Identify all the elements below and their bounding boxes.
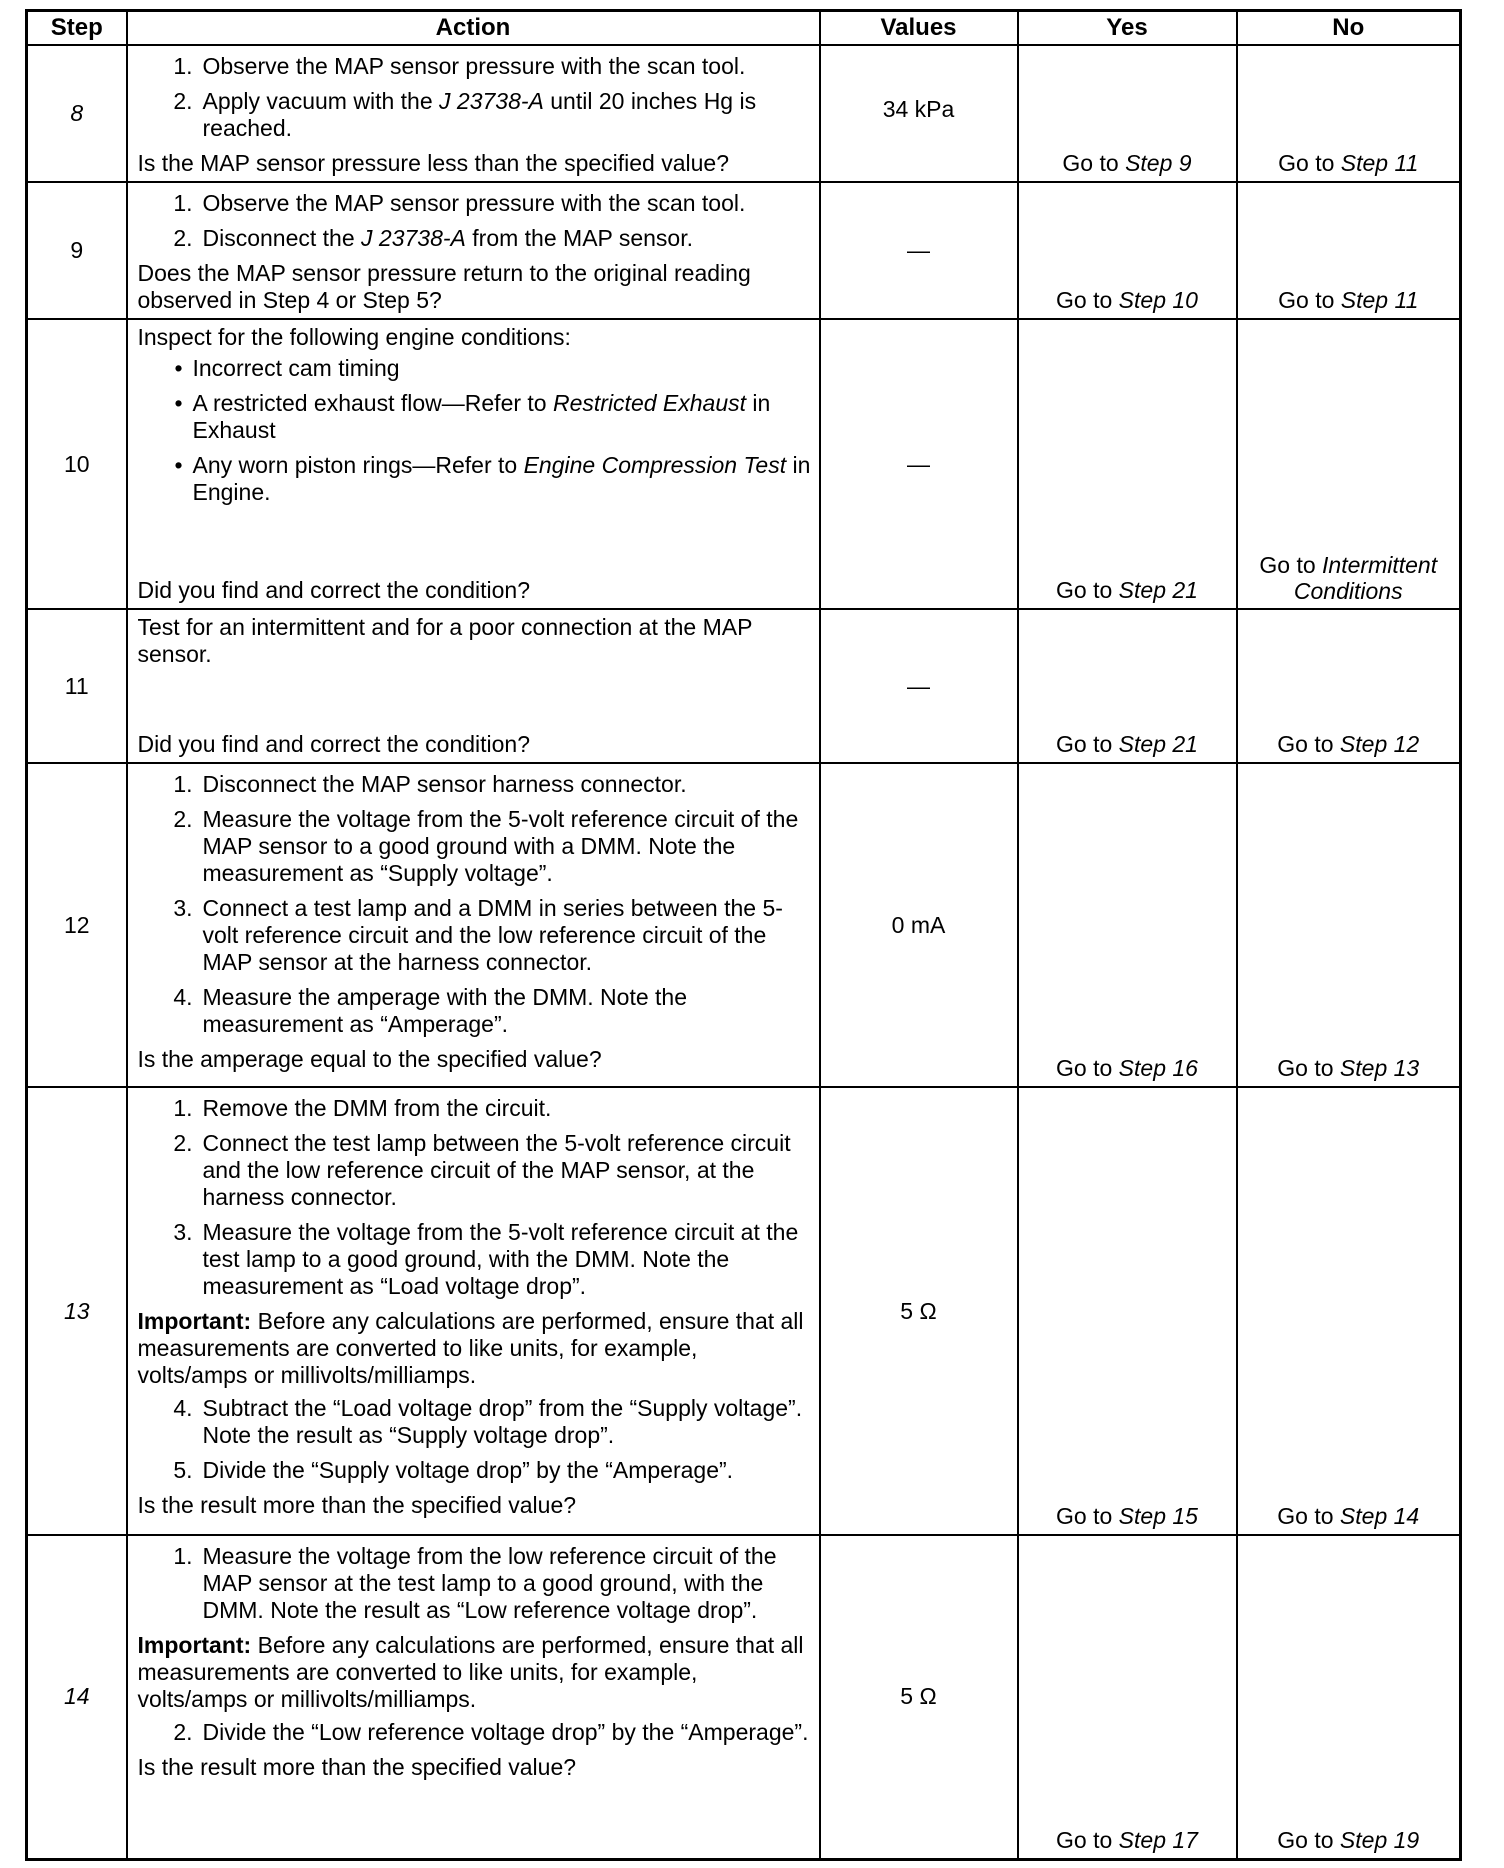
no-cell: Go to Step 14 (1237, 1087, 1461, 1535)
action-question: Did you find and correct the condition? (137, 731, 531, 757)
list-item: 2. Connect the test lamp between the 5-volt reference circuit and the low reference circuit of the MAP sensor, at the harness connector. (173, 1130, 791, 1210)
list-item: 1. Disconnect the MAP sensor harness connector. (173, 771, 687, 797)
list-item: 1. Measure the voltage from the low reference circuit of the MAP sensor at the test lamp to a good ground, with the DMM. Note the result as “Low reference voltage drop”. (173, 1543, 777, 1623)
yes-cell: Go to Step 16 (1018, 763, 1237, 1087)
value-cell: 0 mA (820, 763, 1018, 1087)
list-item: 1. Remove the DMM from the circuit. (173, 1095, 552, 1121)
no-cell: Go to Step 19 (1237, 1535, 1461, 1859)
header-yes: Yes (1018, 11, 1237, 46)
list-item: 1. Observe the MAP sensor pressure with the scan tool. (173, 53, 746, 79)
action-cell (127, 319, 820, 609)
list-item: 1. Observe the MAP sensor pressure with the scan tool. (173, 190, 746, 216)
no-cell: Go to Step 12 (1237, 609, 1461, 763)
step-number: 8 (27, 45, 127, 182)
action-cell (127, 763, 820, 1087)
list-item: • A restricted exhaust flow—Refer to Restricted Exhaust in Exhaust (174, 390, 771, 443)
value-cell: — (820, 319, 1018, 609)
header-row (27, 11, 1461, 46)
action-question: Is the result more than the specified value? (137, 1754, 577, 1780)
action-cell (127, 45, 820, 182)
table-row (27, 319, 1461, 609)
value-cell: 5 Ω (820, 1535, 1018, 1859)
table-row (27, 1087, 1461, 1535)
important-note: Important: Before any calculations are performed, ensure that all measurements are converted to like units, for example, volts/amps or millivolts/milliamps. (137, 1308, 804, 1388)
list-item: • Any worn piston rings—Refer to Engine Compression Test in Engine. (174, 452, 811, 505)
action-cell (127, 1535, 820, 1859)
list-item: 2. Apply vacuum with the J 23738-A until 20 inches Hg is reached. (173, 88, 757, 141)
no-cell: Go to Intermittent Conditions (1237, 319, 1461, 609)
yes-cell: Go to Step 10 (1018, 182, 1237, 319)
list-item: • Incorrect cam timing (174, 355, 400, 381)
table-row (27, 182, 1461, 319)
yes-cell: Go to Step 21 (1018, 609, 1237, 763)
step-number: 10 (27, 319, 127, 609)
action-question: Is the amperage equal to the specified value? (137, 1046, 602, 1072)
value-cell: 34 kPa (820, 45, 1018, 182)
diagnostic-table (25, 9, 1462, 1861)
yes-cell: Go to Step 9 (1018, 45, 1237, 182)
list-item: 2. Disconnect the J 23738-A from the MAP sensor. (173, 225, 694, 251)
no-cell: Go to Step 11 (1237, 182, 1461, 319)
action-question: Is the MAP sensor pressure less than the specified value? (137, 150, 730, 176)
table-row (27, 45, 1461, 182)
diagnostic-table-page (25, 9, 1459, 1861)
list-item: 3. Measure the voltage from the 5-volt reference circuit at the test lamp to a good ground, with the DMM. Note the measurement as “Load voltage drop”. (173, 1219, 799, 1299)
action-intro: Test for an intermittent and for a poor connection at the MAP sensor. (137, 614, 753, 667)
action-cell (127, 182, 820, 319)
action-cell (127, 609, 820, 763)
table-row (27, 609, 1461, 763)
list-item: 3. Connect a test lamp and a DMM in series between the 5-volt reference circuit and the low reference circuit of the MAP sensor at the harness connector. (173, 895, 783, 975)
header-step: Step (27, 11, 127, 46)
table-row (27, 763, 1461, 1087)
table-row (27, 1535, 1461, 1859)
action-cell (127, 1087, 820, 1535)
yes-cell: Go to Step 17 (1018, 1535, 1237, 1859)
list-item: 4. Subtract the “Load voltage drop” from the “Supply voltage”. Note the result as “Supply voltage drop”. (173, 1395, 803, 1448)
value-cell: 5 Ω (820, 1087, 1018, 1535)
list-item: 2. Divide the “Low reference voltage drop” by the “Amperage”. (173, 1719, 809, 1745)
list-item: 4. Measure the amperage with the DMM. Note the measurement as “Amperage”. (173, 984, 688, 1037)
value-cell: — (820, 182, 1018, 319)
step-number: 14 (27, 1535, 127, 1859)
no-cell: Go to Step 13 (1237, 763, 1461, 1087)
list-item: 5. Divide the “Supply voltage drop” by the “Amperage”. (173, 1457, 734, 1483)
step-number: 9 (27, 182, 127, 319)
action-question: Is the result more than the specified value? (137, 1492, 577, 1518)
yes-cell: Go to Step 15 (1018, 1087, 1237, 1535)
step-number: 12 (27, 763, 127, 1087)
important-note: Important: Before any calculations are performed, ensure that all measurements are converted to like units, for example, volts/amps or millivolts/milliamps. (137, 1632, 804, 1712)
header-no: No (1237, 11, 1461, 46)
step-number: 11 (27, 609, 127, 763)
action-question: Did you find and correct the condition? (137, 577, 531, 603)
value-cell: — (820, 609, 1018, 763)
step-number: 13 (27, 1087, 127, 1535)
header-action: Action (127, 11, 820, 46)
no-cell: Go to Step 11 (1237, 45, 1461, 182)
action-intro: Inspect for the following engine conditions: (137, 324, 571, 350)
list-item: 2. Measure the voltage from the 5-volt reference circuit of the MAP sensor to a good ground with a DMM. Note the measurement as “Supply voltage”. (173, 806, 799, 886)
action-question: Does the MAP sensor pressure return to the original reading observed in Step 4 or Step 5? (137, 260, 751, 313)
header-values: Values (820, 11, 1018, 46)
yes-cell: Go to Step 21 (1018, 319, 1237, 609)
